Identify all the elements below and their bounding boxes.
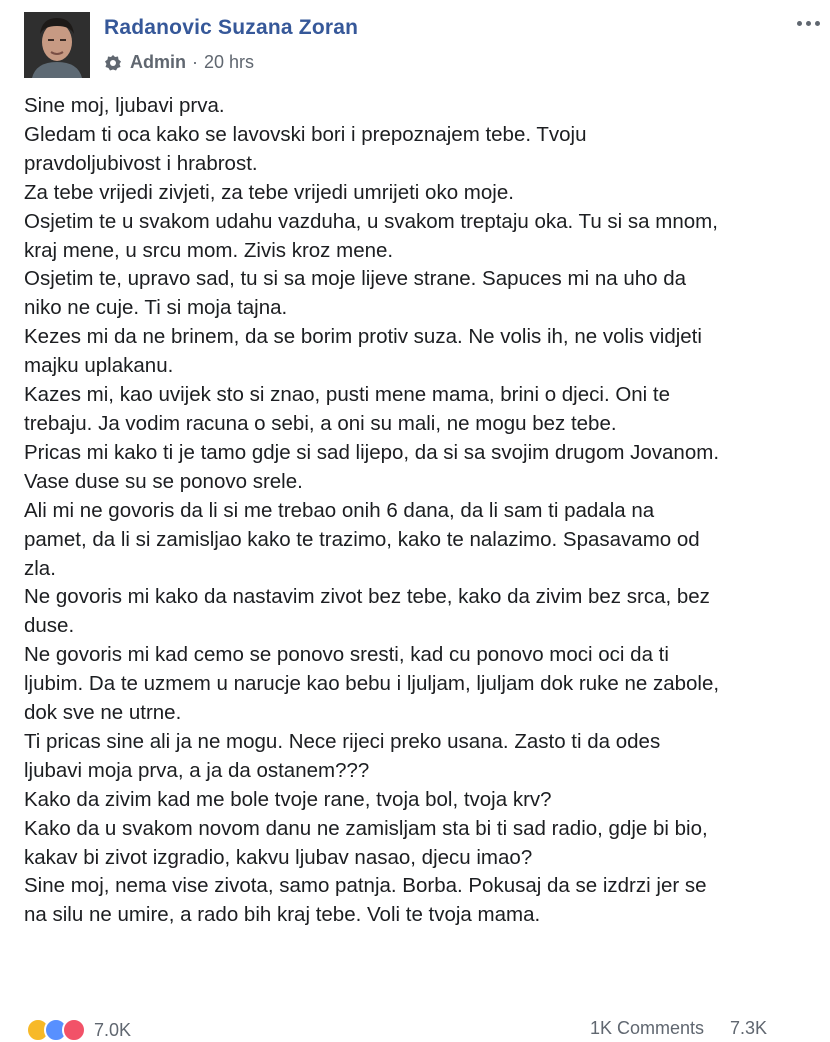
post-line: na silu ne umire, a rado bih kraj tebe. Voli te tvoja mama. xyxy=(24,903,541,927)
post-header xyxy=(0,0,830,90)
avatar-image xyxy=(24,12,90,78)
avatar[interactable] xyxy=(24,12,90,78)
post-line: Gledam ti oca kako se lavovski bori i prepoznajem tebe. Tvoju xyxy=(24,122,587,146)
post-line: Kazes mi, kao uvijek sto si znao, pusti mene mama, brini o djeci. Oni te xyxy=(24,383,671,407)
post-line: niko ne cuje. Ti si moja tajna. xyxy=(24,296,288,320)
post-line: majku uplakanu. xyxy=(24,354,174,378)
post-line: Ali mi ne govoris da li si me trebao onih 6 dana, da li sam ti padala na xyxy=(24,498,655,522)
post-line: Osjetim te, upravo sad, tu si sa moje lijeve strane. Sapuces mi na uho da xyxy=(24,267,687,291)
post-line: dok sve ne utrne. xyxy=(24,701,182,725)
post-line: kraj mene, u srcu mom. Zivis kroz mene. xyxy=(24,238,394,262)
post-meta xyxy=(104,52,254,73)
post-line: pamet, da li si zamisljao kako te trazimo, kako te nalazimo. Spasavamo od xyxy=(24,527,700,551)
post-line: Ne govoris mi kad cemo se ponovo sresti, kad cu ponovo moci oci da ti xyxy=(24,643,669,667)
post-line: zla. xyxy=(24,556,56,580)
reaction-count: 7.0K xyxy=(94,1019,132,1040)
post-line: Kezes mi da ne brinem, da se borim protiv suza. Ne volis ih, ne volis vidjeti xyxy=(24,325,702,349)
post-line: Za tebe vrijedi zivjeti, za tebe vrijedi umrijeti oko moje. xyxy=(24,180,514,204)
meta-separator: · xyxy=(192,52,198,72)
post-text xyxy=(24,92,824,930)
post-line: Sine moj, nema vise zivota, samo patnja. Borba. Pokusaj da se izdrzi jer se xyxy=(24,874,707,898)
post-line: Pricas mi kako ti je tamo gdje si sad lijepo, da si sa svojim drugom Jovanom. xyxy=(24,440,720,464)
post-line: Osjetim te u svakom udahu vazduha, u svakom treptaju oka. Tu si sa mnom, xyxy=(24,209,718,233)
love-reaction-icon xyxy=(62,1018,86,1042)
post-line: Ne govoris mi kako da nastavim zivot bez tebe, kako da zivim bez srca, bez xyxy=(24,585,710,609)
post-line: Ti pricas sine ali ja ne mogu. Nece rijeci preko usana. Zasto ti da odes xyxy=(24,729,661,753)
post-line: ljubim. Da te uzmem u narucje kao bebu i ljuljam, ljuljam dok ruke ne zabole, xyxy=(24,672,720,696)
shares-count[interactable]: 7.3K xyxy=(730,1018,768,1038)
post-line: ljubavi moja prva, a ja da ostanem??? xyxy=(24,758,370,782)
more-options-icon[interactable] xyxy=(794,18,820,28)
post-line: pravdoljubivost i hrabrost. xyxy=(24,151,258,175)
post-line: Sine moj, ljubavi prva. xyxy=(24,94,225,117)
admin-label: Admin xyxy=(130,52,186,72)
post-footer xyxy=(0,1012,830,1040)
post-line: Kako da zivim kad me bole tvoje rane, tvoja bol, tvoja krv? xyxy=(24,787,552,811)
post-line: duse. xyxy=(24,614,75,638)
post-author-name[interactable]: Radanovic Suzana Zoran xyxy=(104,16,359,39)
post-line: Vase duse su se ponovo srele. xyxy=(24,469,303,493)
reactions-summary[interactable] xyxy=(26,1018,131,1042)
post-line: Kako da u svakom novom danu ne zamisljam sta bi ti sad radio, gdje bi bio, xyxy=(24,816,708,840)
post-line: kakav bi zivot izgradio, kakvu ljubav nasao, djecu imao? xyxy=(24,845,533,869)
admin-badge-icon xyxy=(104,54,122,72)
post-line: trebaju. Ja vodim racuna o sebi, a oni su mali, ne mogu bez tebe. xyxy=(24,411,617,435)
post-timestamp[interactable]: 20 hrs xyxy=(204,52,255,72)
comments-count[interactable]: 1K Comments xyxy=(590,1018,705,1038)
